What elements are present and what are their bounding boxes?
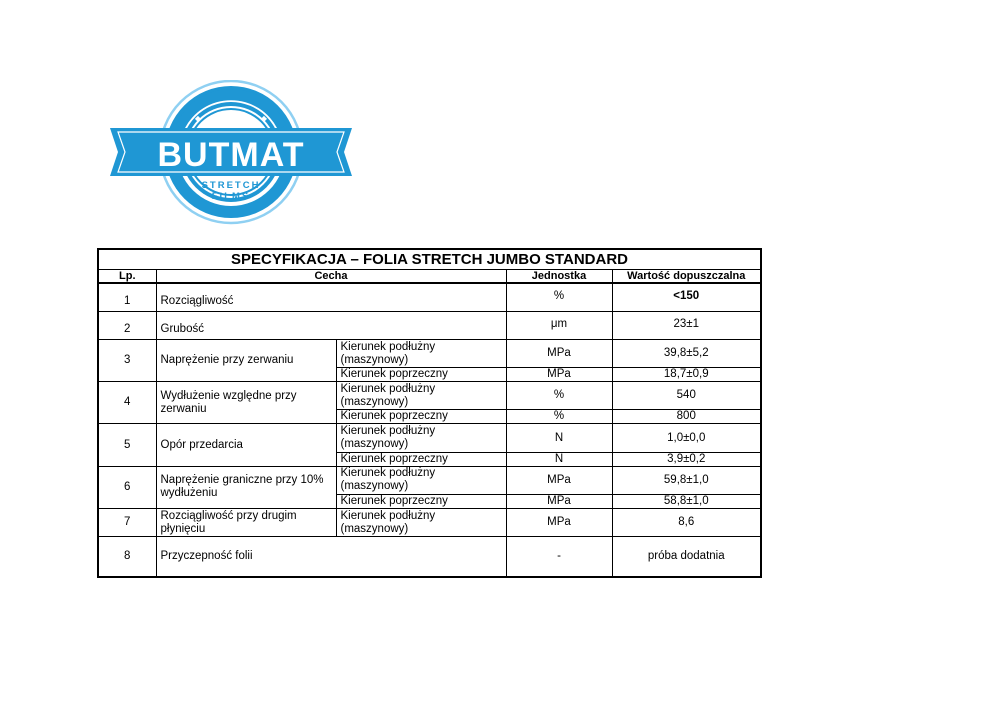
row-unit: MPa — [506, 340, 612, 368]
logo-brand: BUTMAT — [157, 136, 305, 174]
row-value: 800 — [612, 410, 761, 424]
row-lp: 6 — [98, 466, 156, 508]
table-header-row — [98, 270, 761, 284]
row-value: 39,8±5,2 — [612, 340, 761, 368]
table-row — [98, 311, 761, 339]
header-unit: Jednostka — [506, 270, 612, 284]
row-value: <150 — [612, 283, 761, 311]
row-unit: N — [506, 452, 612, 466]
table-title-row — [98, 249, 761, 270]
row-unit: - — [506, 537, 612, 577]
row-unit: % — [506, 410, 612, 424]
row-direction: Kierunek poprzeczny — [336, 410, 506, 424]
row-direction: Kierunek podłużny (maszynowy) — [336, 424, 506, 452]
row-direction: Kierunek podłużny (maszynowy) — [336, 340, 506, 368]
row-value: 1,0±0,0 — [612, 424, 761, 452]
svg-text:◆: ◆ — [260, 114, 268, 123]
row-name: Naprężenie przy zerwaniu — [156, 340, 336, 382]
row-unit: μm — [506, 311, 612, 339]
row-lp: 5 — [98, 424, 156, 466]
row-direction: Kierunek poprzeczny — [336, 452, 506, 466]
row-value: 540 — [612, 382, 761, 410]
row-unit: MPa — [506, 466, 612, 494]
row-lp: 7 — [98, 508, 156, 536]
row-direction: Kierunek poprzeczny — [336, 494, 506, 508]
row-value: 8,6 — [612, 508, 761, 536]
table-row — [98, 424, 761, 452]
row-value: 59,8±1,0 — [612, 466, 761, 494]
logo-year: 2008 — [214, 112, 248, 124]
row-name: Przyczepność folii — [156, 537, 506, 577]
table-row — [98, 537, 761, 577]
row-unit: % — [506, 382, 612, 410]
row-name: Rozciągliwość — [156, 283, 506, 311]
row-lp: 8 — [98, 537, 156, 577]
table-title: SPECYFIKACJA – FOLIA STRETCH JUMBO STANDARD — [98, 249, 761, 270]
row-value: 18,7±0,9 — [612, 368, 761, 382]
row-unit: MPa — [506, 508, 612, 536]
table-row — [98, 283, 761, 311]
row-name: Opór przedarcia — [156, 424, 336, 466]
logo-tagline-1: STRETCH — [201, 180, 261, 191]
table-row — [98, 340, 761, 368]
row-direction: Kierunek podłużny (maszynowy) — [336, 466, 506, 494]
row-lp: 2 — [98, 311, 156, 339]
svg-text:◆: ◆ — [194, 114, 202, 123]
row-name: Wydłużenie względne przy zerwaniu — [156, 382, 336, 424]
row-unit: MPa — [506, 494, 612, 508]
table-row — [98, 382, 761, 410]
row-lp: 1 — [98, 283, 156, 311]
header-feature: Cecha — [156, 270, 506, 284]
logo-tagline-2: FILMS — [211, 191, 251, 202]
butmat-logo — [106, 80, 356, 225]
row-lp: 3 — [98, 340, 156, 382]
row-direction: Kierunek poprzeczny — [336, 368, 506, 382]
row-lp: 4 — [98, 382, 156, 424]
row-name: Rozciągliwość przy drugim płynięciu — [156, 508, 336, 536]
row-value: 58,8±1,0 — [612, 494, 761, 508]
row-unit: % — [506, 283, 612, 311]
row-value: 23±1 — [612, 311, 761, 339]
row-name: Grubość — [156, 311, 506, 339]
row-value: 3,9±0,2 — [612, 452, 761, 466]
row-direction: Kierunek podłużny (maszynowy) — [336, 508, 506, 536]
header-lp: Lp. — [98, 270, 156, 284]
header-value: Wartość dopuszczalna — [612, 270, 761, 284]
row-direction: Kierunek podłużny (maszynowy) — [336, 382, 506, 410]
specification-table — [97, 248, 762, 578]
row-unit: N — [506, 424, 612, 452]
row-name: Naprężenie graniczne przy 10% wydłużeniu — [156, 466, 336, 508]
table-row — [98, 466, 761, 494]
row-unit: MPa — [506, 368, 612, 382]
table-row — [98, 508, 761, 536]
row-value: próba dodatnia — [612, 537, 761, 577]
